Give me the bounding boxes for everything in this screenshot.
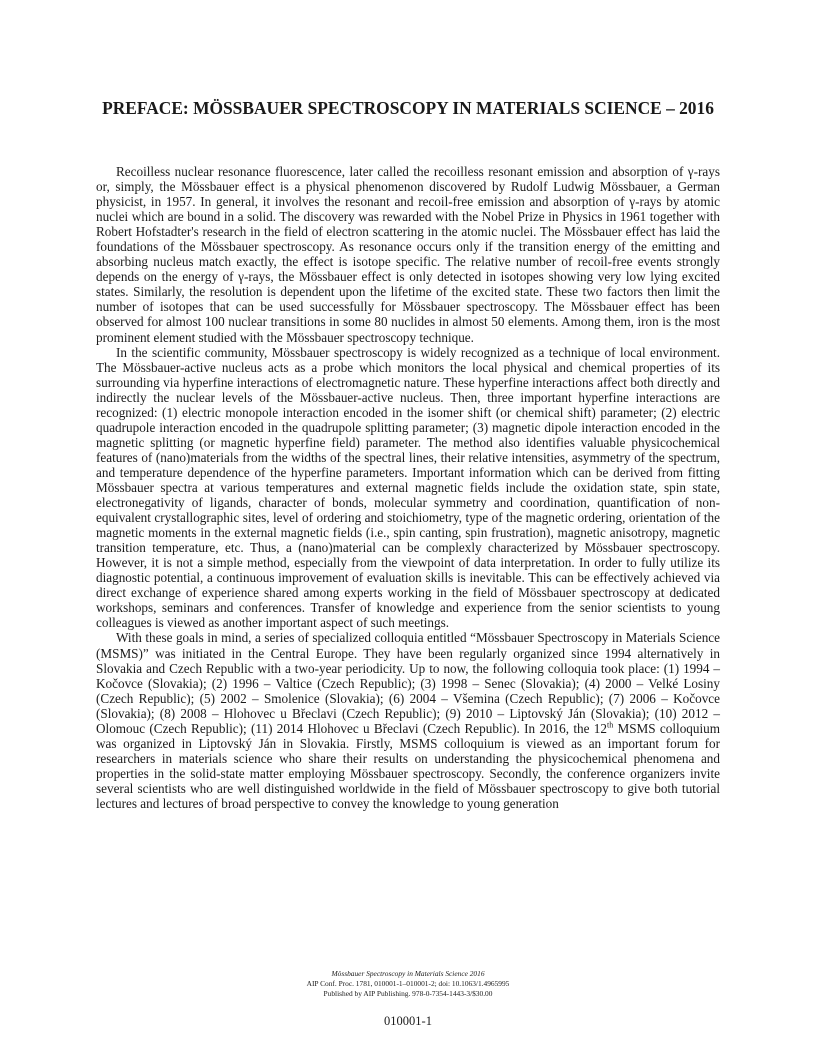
ordinal-superscript: th (606, 720, 614, 730)
preface-body (96, 164, 720, 811)
paragraph-3-text-end: MSMS colloquium was organized in Liptovský Ján in Slovakia. Firstly, MSMS colloquium is viewed as an important forum for researchers in materials science who share their results on understanding the physicochemical phenomena and properties in the solid-state matter employing Mössbauer spectroscopy. Secondly, the conference organizers invite several scientists who are well distinguished worldwide in the field of Mössbauer spectroscopy to give both tutorial lectures and lectures of broad perspective to convey the knowledge to young generation (96, 720, 720, 811)
page-number: 010001-1 (384, 1014, 432, 1028)
proceedings-title: Mössbauer Spectroscopy in Materials Science 2016 (331, 969, 485, 978)
paragraph-1: Recoilless nuclear resonance fluorescence, later called the recoilless resonant emission and absorption of γ-rays or, simply, the Mössbauer effect is a physical phenomenon discovered by Rudolf Ludwig Mössbauer, a German physicist, in 1957. In general, it involves the resonant and recoil-free emission and absorption of γ-rays by atomic nuclei which are bound in a solid. The discovery was rewarded with the Nobel Prize in Physics in 1961 together with Robert Hofstadter's research in the field of electron scattering in the atomic nuclei. The Mössbauer effect has laid the foundations of the Mössbauer spectroscopy. As resonance occurs only if the transition energy of the emitting and absorbing nucleus match exactly, the effect is isotope specific. The relative number of recoil-free events strongly depends on the energy of γ-rays, the Mössbauer effect is only detected in isotopes showing very low lying excited states. Similarly, the resolution is dependent upon the lifetime of the excited state. These two factors then limit the number of isotopes that can be used successfully for Mössbauer spectroscopy. The Mössbauer effect has been observed for almost 100 nuclear transitions in some 80 nuclides in almost 50 elements. Among them, iron is the most prominent element studied with the Mössbauer spectroscopy technique. (96, 164, 720, 345)
page-title: PREFACE: MÖSSBAUER SPECTROSCOPY IN MATERIALS SCIENCE – 2016 (102, 98, 714, 118)
publication-footer (96, 969, 720, 999)
paragraph-3 (96, 630, 720, 811)
citation-line: AIP Conf. Proc. 1781, 010001-1–010001-2; doi: 10.1063/1.4965995 (306, 979, 510, 988)
publisher-line: Published by AIP Publishing. 978-0-7354-1443-3/$30.00 (323, 989, 493, 998)
paragraph-2: In the scientific community, Mössbauer spectroscopy is widely recognized as a technique of local environment. The Mössbauer-active nucleus acts as a probe which monitors the local physical and chemical properties of its surrounding via hyperfine interactions of electromagnetic nature. These hyperfine interactions affect both directly and indirectly the nuclear levels of the Mössbauer-active nucleus. Then, three important hyperfine interactions are recognized: (1) electric monopole interaction encoded in the isomer shift (or chemical shift) parameter; (2) electric quadrupole interaction encoded in the quadrupole splitting parameter; (3) magnetic dipole interaction encoded in the magnetic splitting (or magnetic hyperfine field) parameter. The method also identifies valuable physicochemical features of (nano)materials from the widths of the spectral lines, their relative intensities, asymmetry of the spectrum, and temperature dependence of the hyperfine parameters. Important information which can be derived from fitting Mössbauer spectra at various temperatures and external magnetic fields include the oxidation state, spin state, electronegativity of ligands, character of bonds, molecular symmetry and coordination, quantification of non-equivalent crystallographic sites, level of ordering and stoichiometry, type of the magnetic ordering, orientation of the magnetic moments in the external magnetic fields (i.e., spin canting, spin frustration), magnetic anisotropy, magnetic transition temperature, etc. Thus, a (nano)material can be complexly characterized by Mössbauer spectroscopy. However, it is not a simple method, especially from the viewpoint of data interpretation. In order to fully utilize its diagnostic potential, a continuous improvement of evaluation skills is inevitable. This can be effectively achieved via direct exchange of experience shared among experts working in the field of Mössbauer spectroscopy at dedicated workshops, seminars and conferences. Transfer of knowledge and experience from the senior scientists to young colleagues is viewed as another important aspect of such meetings. (96, 344, 720, 631)
paragraph-3-text-start: With these goals in mind, a series of specialized colloquia entitled “Mössbauer Spectroscopy in Materials Science (MSMS)” was initiated in the Central Europe. They have been regularly organized since 1994 alternatively in Slovakia and Czech Republic with a two-year periodicity. Up to now, the following colloquia took place: (1) 1994 – Kočovce (Slovakia); (2) 1996 – Valtice (Czech Republic); (3) 1998 – Senec (Slovakia); (4) 2000 – Velké Losiny (Czech Republic); (5) 2002 – Smolenice (Slovakia); (6) 2004 – Všemina (Czech Republic); (7) 2006 – Kočovce (Slovakia); (8) 2008 – Hlohovec u Břeclavi (Czech Republic); (9) 2010 – Liptovský Ján (Slovakia); (10) 2012 – Olomouc (Czech Republic); (11) 2014 Hlohovec u Břeclavi (Czech Republic). In 2016, the 12 (96, 630, 720, 736)
